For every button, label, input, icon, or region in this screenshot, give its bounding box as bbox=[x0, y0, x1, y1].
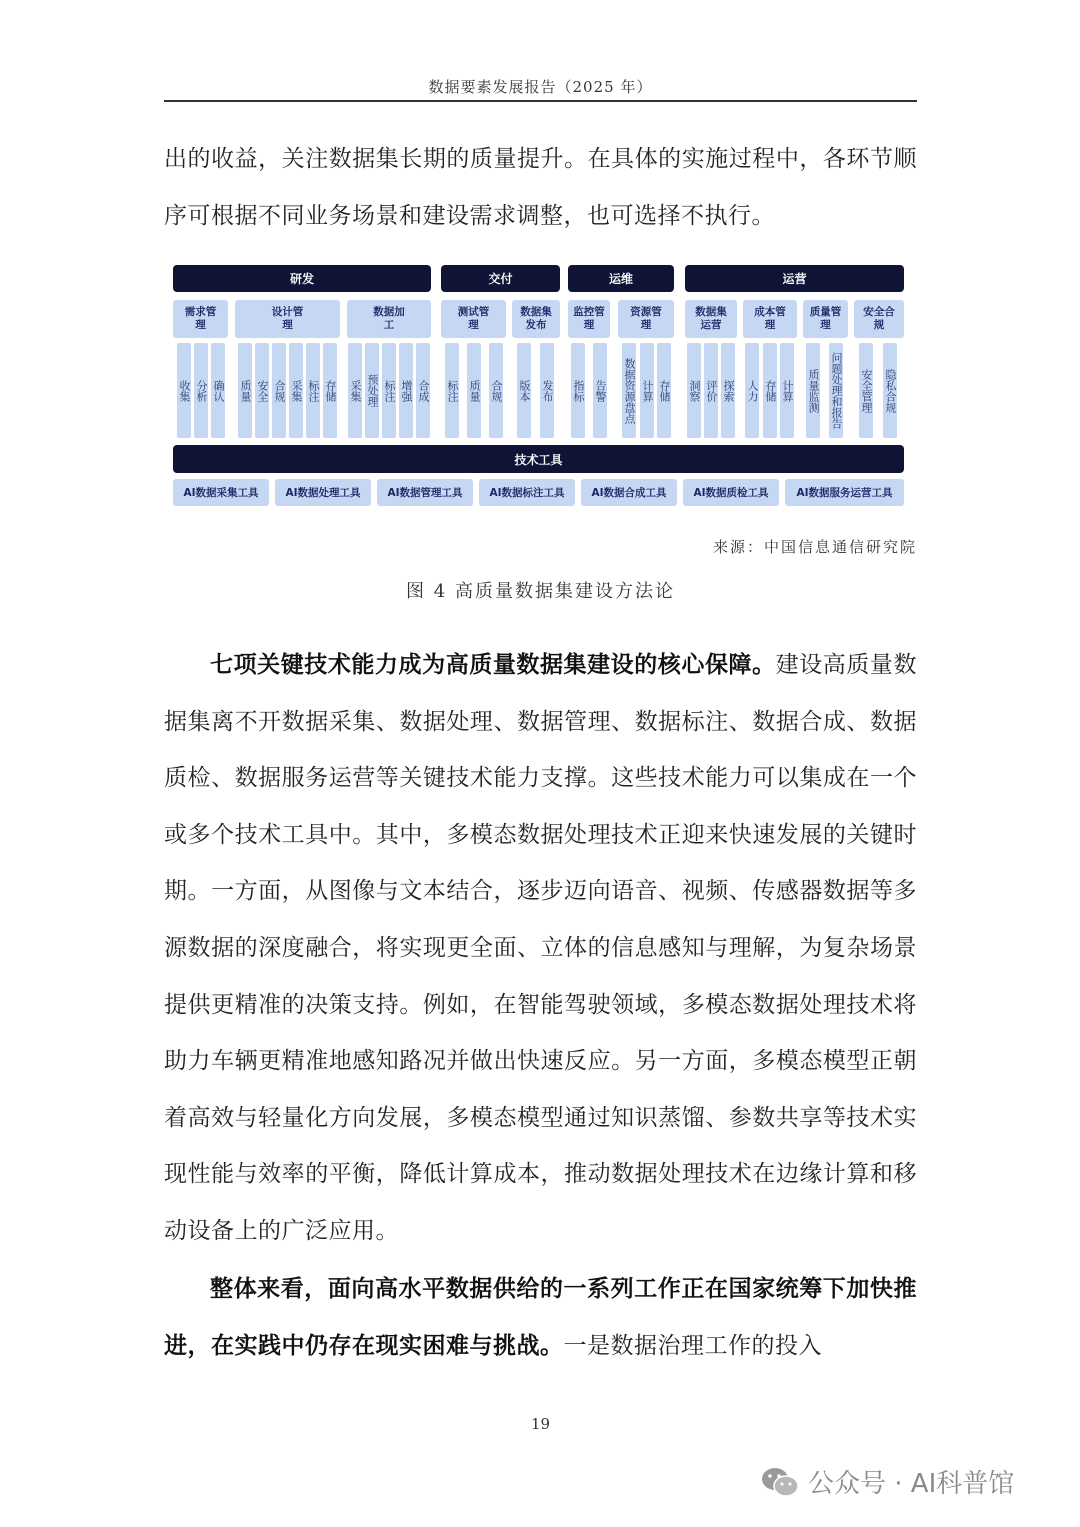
item-column: 确认 bbox=[211, 343, 225, 438]
item-column: 隐私合规 bbox=[883, 343, 897, 438]
category-box: 成本管理 bbox=[743, 300, 797, 338]
item-column: 评价 bbox=[704, 343, 718, 438]
item-column: 分析 bbox=[194, 343, 208, 438]
paragraph-body: 建设高质量数据集离不开数据采集、数据处理、数据管理、数据标注、数据合成、数据质检、数据服务运营等关键技术能力支撑。这些技术能力可以集成在一个或多个技术工具中。其中，多模态数据处理技术正迎来快速发展的关键时期。一方面，从图像与文本结合，逐步迈向语音、视频、传感器数据等多源数据的深度融合，将实现更全面、立体的信息感知与理解，为复杂场景提供更精准的决策支持。例如，在智能驾驶领域，多模态数据处理技术将助力车辆更精准地感知路况并做出快速反应。另一方面，多模态模型正朝着高效与轻量化方向发展，多模态模型通过知识蒸馏、参数共享等技术实现性能与效率的平衡，降低计算成本，推动数据处理技术在边缘计算和移动设备上的广泛应用。 bbox=[164, 652, 918, 1244]
item-column: 指标 bbox=[571, 343, 585, 438]
item-column: 洞察 bbox=[687, 343, 701, 438]
item-column: 安全 bbox=[255, 343, 269, 438]
category-box: 数据集发布 bbox=[512, 300, 560, 338]
category-box: 质量管理 bbox=[803, 300, 848, 338]
tech-tools-bar: 技术工具 bbox=[173, 445, 904, 473]
item-column: 预处理 bbox=[365, 343, 379, 438]
phase-ops: 运维 bbox=[568, 265, 674, 292]
item-column: 发布 bbox=[540, 343, 554, 438]
watermark-text: 公众号 · AI科普馆 bbox=[808, 1469, 1015, 1499]
item-column: 质量监测 bbox=[806, 343, 820, 438]
phase-operation: 运营 bbox=[685, 265, 904, 292]
category-box: 测试管理 bbox=[441, 300, 506, 338]
category-box: 需求管理 bbox=[173, 300, 228, 338]
category-box: 资源管理 bbox=[618, 300, 674, 338]
paragraph-lead: 七项关键技术能力成为高质量数据集建设的核心保障。 bbox=[210, 652, 776, 678]
category-box: 数据集运营 bbox=[685, 300, 737, 338]
tool-box: AI数据质检工具 bbox=[683, 479, 779, 506]
item-column: 存储 bbox=[763, 343, 777, 438]
item-column: 质量 bbox=[467, 343, 481, 438]
tool-box: AI数据合成工具 bbox=[581, 479, 677, 506]
tool-box: AI数据处理工具 bbox=[275, 479, 371, 506]
watermark bbox=[760, 1463, 1014, 1500]
tool-box: AI数据管理工具 bbox=[377, 479, 473, 506]
item-column: 采集 bbox=[348, 343, 362, 438]
item-column: 增强 bbox=[399, 343, 413, 438]
category-box: 数据加工 bbox=[347, 300, 431, 338]
item-column: 版本 bbox=[517, 343, 531, 438]
item-column: 告警 bbox=[593, 343, 607, 438]
item-column: 计算 bbox=[780, 343, 794, 438]
item-column: 质量 bbox=[238, 343, 252, 438]
category-box: 安全合规 bbox=[854, 300, 904, 338]
phase-delivery: 交付 bbox=[441, 265, 560, 292]
header-rule bbox=[164, 100, 917, 102]
item-column: 标注 bbox=[445, 343, 459, 438]
item-column: 存储 bbox=[657, 343, 671, 438]
item-column: 存储 bbox=[323, 343, 337, 438]
page-number: 19 bbox=[530, 1415, 551, 1433]
category-box: 设计管理 bbox=[235, 300, 340, 338]
item-column: 合规 bbox=[272, 343, 286, 438]
paragraph-overall bbox=[164, 1261, 917, 1374]
item-column: 人力 bbox=[745, 343, 759, 438]
item-column: 收集 bbox=[177, 343, 191, 438]
item-column: 标注 bbox=[306, 343, 320, 438]
intro-paragraph: 出的收益，关注数据集长期的质量提升。在具体的实施过程中，各环节顺序可根据不同业务场景和建设需求调整，也可选择不执行。 bbox=[164, 146, 917, 229]
methodology-diagram bbox=[173, 263, 904, 510]
item-column: 标注 bbox=[382, 343, 396, 438]
category-box: 监控管理 bbox=[568, 300, 610, 338]
item-column: 数据资源盘点 bbox=[622, 343, 636, 438]
item-column: 问题处理和报告 bbox=[829, 343, 843, 438]
item-column: 计算 bbox=[640, 343, 654, 438]
tool-box: AI数据采集工具 bbox=[173, 479, 269, 506]
paragraph-body: 一是数据治理工作的投入 bbox=[563, 1332, 822, 1359]
item-column: 探索 bbox=[721, 343, 735, 438]
paragraph-lead: 整体来看，面向高水平数据供给的一系列工作正在国家统筹下加快推进，在实践中仍存在现实困难与挑战。 bbox=[164, 1276, 917, 1359]
tool-box: AI数据服务运营工具 bbox=[785, 479, 904, 506]
paragraph-key-tech bbox=[164, 637, 917, 1260]
item-column: 安全管理 bbox=[859, 343, 873, 438]
figure-source: 来源：中国信息通信研究院 bbox=[712, 538, 917, 556]
wechat-icon bbox=[760, 1466, 800, 1498]
item-column: 采集 bbox=[289, 343, 303, 438]
page-header: 数据要素发展报告（2025 年） bbox=[428, 78, 653, 96]
phase-rd: 研发 bbox=[173, 265, 431, 292]
item-column: 合规 bbox=[489, 343, 503, 438]
item-column: 合成 bbox=[416, 343, 430, 438]
figure-caption: 图 4 高质量数据集建设方法论 bbox=[406, 581, 675, 602]
tool-box: AI数据标注工具 bbox=[479, 479, 575, 506]
